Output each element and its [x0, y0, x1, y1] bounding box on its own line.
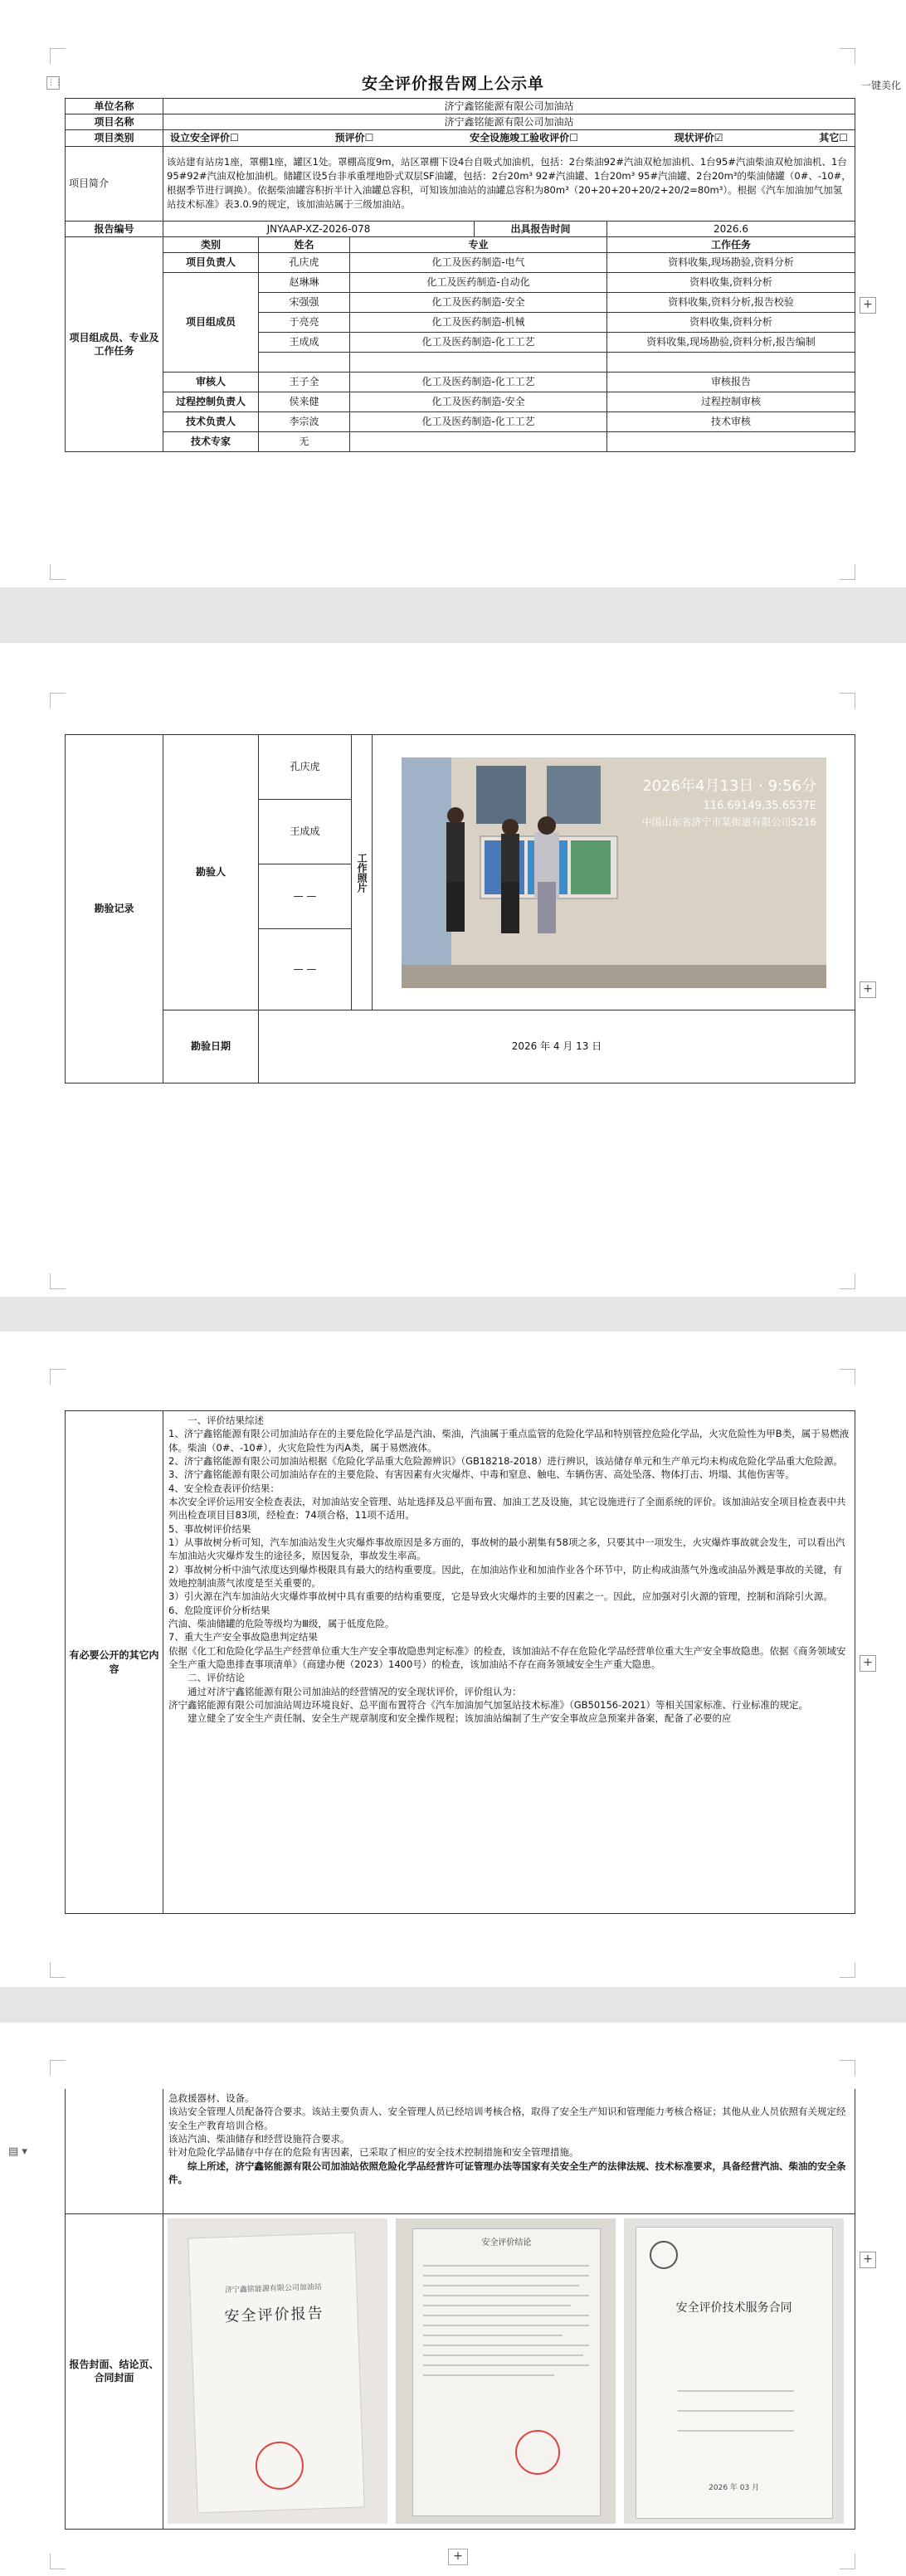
- issue-time-label: 出具报告时间: [475, 221, 607, 236]
- survey-table: [65, 734, 855, 1083]
- unit-name-label: 单位名称: [66, 99, 163, 114]
- disclosure-paragraph: 依据《化工和危险化学品生产经营单位重大生产安全事故隐患判定标准》的检查，该加油站不存在危险化学品经营单位重大生产安全事故隐患。依据《商务领域安全生产重大隐患排查事项清单》（商建办便（2023）1400号）的检查，该加油站不存在商务领域安全生产重大隐患。: [168, 1644, 846, 1670]
- team-task: 过程控制审核: [607, 392, 855, 411]
- photo-watermark-time: 2026年4月13日 · 9:56分: [641, 777, 816, 795]
- disclosure-paragraph: 针对危险化学品储存中存在的危险有害因素，已采取了相应的安全技术控制措施和安全管理措施。: [168, 2146, 579, 2159]
- team-task: 审核报告: [607, 372, 855, 392]
- row-handle-icon[interactable]: ▤ ▾: [8, 2145, 27, 2158]
- team-name: 王成成: [259, 332, 350, 352]
- team-major: 化工及医药制造-化工工艺: [350, 411, 607, 431]
- disclosure-paragraph: 2、济宁鑫铭能源有限公司加油站根据《危险化学品重大危险源辨识》（GB18218-2018）进行辨识，该站储存单元和生产单元均未构成危险化学品重大危险源。: [168, 1454, 843, 1467]
- page-4: [0, 2023, 906, 2576]
- corner-mark: [840, 1369, 855, 1385]
- team-name: 孔庆虎: [259, 252, 350, 272]
- add-column-button[interactable]: +: [860, 981, 876, 998]
- beautify-button[interactable]: 一键美化: [860, 80, 901, 91]
- disclosure-paragraph: 济宁鑫铭能源有限公司加油站周边环境良好、总平面布置符合《汽车加油加气加氢站技术标准》（GB50156-2021）等相关国家标准、行业标准的规定。: [168, 1698, 809, 1711]
- disclosure-paragraph: 通过对济宁鑫铭能源有限公司加油站的经营情况的安全现状评价，评价组认为：: [188, 1685, 522, 1697]
- corner-mark: [840, 693, 855, 709]
- disclosure-paragraph: 7、重大生产安全事故隐患判定结果: [168, 1631, 318, 1643]
- team-major: 化工及医药制造-安全: [350, 292, 607, 312]
- surveyor-name: 孔庆虎: [259, 735, 352, 800]
- surveyor-name: 王成成: [259, 800, 352, 864]
- project-name-label: 项目名称: [66, 114, 163, 130]
- surveyor-name: — —: [259, 864, 352, 929]
- team-header: 专业: [350, 236, 607, 252]
- corner-mark: [840, 2060, 855, 2076]
- blank-label-cell: [66, 2089, 163, 2213]
- team-major: [350, 352, 607, 372]
- team-major: 化工及医药制造-化工工艺: [350, 332, 607, 352]
- page-gap: [0, 1987, 906, 2023]
- team-major: [350, 431, 607, 451]
- contract-title: 安全评价技术服务合同: [675, 2301, 792, 2315]
- corner-mark: [840, 1273, 855, 1289]
- team-task: 资料收集,现场勘验,资料分析: [607, 252, 855, 272]
- work-photo[interactable]: [402, 757, 826, 988]
- disclosure-paragraph: 5、事故树评价结果: [168, 1522, 251, 1535]
- team-major: 化工及医药制造-自动化: [350, 272, 607, 292]
- disclosure-paragraph: 3、济宁鑫铭能源有限公司加油站存在的主要危险、有害因素有火灾爆炸、中毒和窒息、触电、车辆伤害、高处坠落、物体打击、坍塌、其他伤害等。: [168, 1468, 795, 1481]
- category-option[interactable]: 安全设施竣工验收评价☐: [470, 132, 578, 144]
- report-cover-image[interactable]: [168, 2218, 387, 2524]
- add-column-button[interactable]: +: [860, 1655, 876, 1672]
- corner-mark: [50, 48, 66, 64]
- team-role: 过程控制负责人: [163, 392, 259, 411]
- survey-date-label: 勘验日期: [163, 1010, 259, 1083]
- team-role: 项目负责人: [163, 252, 259, 272]
- disclosure-paragraph: 该站安全管理人员配备符合要求。该站主要负责人、安全管理人员已经培训考核合格，取得了安全生产知识和管理能力考核合格证；其他从业人员依照有关规定经安全生产教育培训合格。: [168, 2106, 846, 2131]
- photo-label: 工作照片: [352, 735, 373, 1010]
- team-task: 资料收集,资料分析: [607, 272, 855, 292]
- project-intro-label: 项目简介: [66, 146, 163, 221]
- page-title: 安全评价报告网上公示单: [361, 75, 544, 93]
- category-option[interactable]: 预评价☐: [334, 132, 374, 144]
- corner-mark: [50, 1962, 66, 1978]
- disclosure-conclusion: 综上所述，济宁鑫铭能源有限公司加油站依照危险化学品经营许可证管理办法等国家有关安全生产的法律法规、技术标准要求，具备经营汽油、柴油的安全条件。: [168, 2160, 846, 2185]
- contract-date: 2026 年 03 月: [709, 2483, 760, 2492]
- team-name: 赵琳琳: [259, 272, 350, 292]
- info-table: [65, 98, 855, 452]
- report-no-value: JNYAAP-XZ-2026-078: [163, 221, 475, 236]
- corner-mark: [50, 564, 66, 580]
- covers-images: [163, 2213, 855, 2529]
- page-gap: [0, 1297, 906, 1332]
- team-task: [607, 431, 855, 451]
- add-row-button[interactable]: +: [448, 2549, 468, 2565]
- seal-icon: [255, 2441, 304, 2491]
- team-major: 化工及医药制造-安全: [350, 392, 607, 411]
- category-option[interactable]: 设立安全评价☐: [170, 132, 239, 144]
- disclosure-paragraph: 建立健全了安全生产责任制、安全生产规章制度和安全操作规程；该加油站编制了生产安全事故应急预案并备案，配备了必要的应: [188, 1712, 732, 1725]
- conclusion-heading: 安全评价结论: [481, 2238, 532, 2247]
- team-task: 资料收集,资料分析,报告校验: [607, 292, 855, 312]
- team-task: 资料收集,现场勘验,资料分析,报告编制: [607, 332, 855, 352]
- page-3: [0, 1332, 906, 1987]
- team-label: 项目组成员、专业及工作任务: [66, 236, 163, 451]
- report-no-label: 报告编号: [66, 221, 163, 236]
- team-task: 资料收集,资料分析: [607, 312, 855, 332]
- team-role: 技术专家: [163, 431, 259, 451]
- corner-mark: [50, 693, 66, 709]
- conclusion-page-image[interactable]: [396, 2218, 616, 2524]
- disclosure-continued: [163, 2089, 855, 2213]
- project-category-label: 项目类别: [66, 130, 163, 146]
- photo-watermark-place: 中国山东省济宁市某街道有限公司S216: [641, 816, 816, 828]
- disclosure-table: [65, 1410, 855, 1914]
- add-column-button[interactable]: +: [860, 2252, 876, 2268]
- survey-record-label: 勘验记录: [66, 735, 163, 1083]
- team-name: 宋强强: [259, 292, 350, 312]
- text-lines-illustration: [413, 2249, 600, 2498]
- disclosure-paragraph: 二、评价结论: [188, 1672, 245, 1684]
- disclosure-paragraph: 1、济宁鑫铭能源有限公司加油站存在的主要危险化学品是汽油、柴油，汽油属于重点监管的危险化学品和特别管控危险化学品，火灾危险性为甲B类，属于易燃液体。柴油（0#、-10#），火灾危险性为丙A类，属于易燃液体。: [168, 1428, 850, 1454]
- disclosure-paragraph: 一、评价结果综述: [188, 1415, 264, 1426]
- team-name: 李宗波: [259, 411, 350, 431]
- page-2: [0, 643, 906, 1297]
- contract-sheet: [636, 2227, 833, 2519]
- disclosure-paragraph: 1）从事故树分析可知，汽车加油站发生火灾爆炸事故原因是多方面的，事故树的最小割集有58项之多，只要其中一项发生，火灾爆炸事故就会发生，可以看出汽车加油站火灾爆炸发生的途径多，原因复杂，事故发生率高。: [168, 1536, 845, 1562]
- team-header: 工作任务: [607, 236, 855, 252]
- cover-title: 安全评价报告: [224, 2305, 324, 2326]
- team-name: [259, 352, 350, 372]
- corner-mark: [840, 564, 855, 580]
- corner-mark: [50, 2554, 66, 2569]
- team-major: 化工及医药制造-机械: [350, 312, 607, 332]
- survey-date-value: 2026 年 4 月 13 日: [259, 1010, 855, 1083]
- corner-mark: [840, 48, 855, 64]
- disclosure-paragraph: 汽油、柴油储罐的危险等级均为Ⅲ级，属于低度危险。: [168, 1617, 395, 1629]
- cover-sheet: [188, 2233, 364, 2514]
- team-major: 化工及医药制造-化工工艺: [350, 372, 607, 392]
- disclosure-paragraph: 急救援器材、设备。: [168, 2092, 255, 2104]
- covers-table: [65, 2089, 855, 2530]
- disclosure-paragraph: 该站汽油、柴油储存和经营设施符合要求。: [168, 2132, 350, 2145]
- category-option[interactable]: 其它☐: [819, 132, 849, 144]
- project-intro-text: 该站建有站房1座，罩棚1座，罐区1处。罩棚高度9m，站区罩棚下设4台自吸式加油机，包括：2台柴油92#汽油双枪加油机、1台95#汽油柴油双枪加油机、1台95#92#汽油双枪加油机。储罐区设5台非承重埋地卧式双层SF油罐，包括：2台20m³ 92#汽油罐、1台20m³ 95#汽油罐、2台20m³的柴油储罐（0#、-10#，根据季节进行调换）。依据柴油罐容积折半计入油罐总容积，可知该加油站的油罐总容积为80m³（20+20+20+20/2+20/2=80m³）。根据《汽车加油加气加氢站技术标准》表3.0.9的规定，该加油站属于三级加油站。: [163, 146, 855, 221]
- photo-illustration: [402, 757, 826, 988]
- team-header: 类别: [163, 236, 259, 252]
- team-task: 技术审核: [607, 411, 855, 431]
- corner-mark: [840, 2554, 855, 2569]
- disclosure-content: [163, 1411, 855, 1914]
- surveyor-name: — —: [259, 929, 352, 1010]
- team-header: 姓名: [259, 236, 350, 252]
- logo-icon: [650, 2241, 678, 2269]
- disclosure-paragraph: 2）事故树分析中油气浓度达到爆炸极限具有最大的结构重要度。因此，在加油站作业和加油作业各个环节中，防止构成油蒸气外逸或油品外溅是事故的关键，有效地控制油蒸气浓度是至关重要的。: [168, 1563, 843, 1589]
- team-name: 于亮亮: [259, 312, 350, 332]
- corner-mark: [840, 1962, 855, 1978]
- add-column-button[interactable]: +: [860, 297, 876, 314]
- disclosure-label: 有必要公开的其它内容: [66, 1411, 163, 1914]
- project-name-value: 济宁鑫铭能源有限公司加油站: [163, 114, 855, 130]
- category-option[interactable]: 现状评价☑: [674, 132, 723, 144]
- team-role: 项目组成员: [163, 272, 259, 372]
- conclusion-sheet: [412, 2228, 601, 2516]
- team-role: 技术负责人: [163, 411, 259, 431]
- photo-watermark-coord: 116.69149,35.6537E: [703, 799, 816, 812]
- surveyor-label: 勘验人: [163, 735, 259, 1010]
- disclosure-paragraph: 3）引火源在汽车加油站火灾爆炸事故树中具有重要的结构重要度，它是导致火灾爆炸的主要的因素之一。因此，应加强对引火源的管理，控制和消除引火源。: [168, 1590, 833, 1603]
- covers-label: 报告封面、结论页、合同封面: [66, 2213, 163, 2529]
- team-role: 审核人: [163, 372, 259, 392]
- photo-cell: [373, 735, 855, 1010]
- team-task: [607, 352, 855, 372]
- corner-mark: [50, 1273, 66, 1289]
- corner-mark: [50, 1369, 66, 1385]
- team-major: 化工及医药制造-电气: [350, 252, 607, 272]
- team-name: 无: [259, 431, 350, 451]
- page-1: [0, 0, 906, 587]
- category-cell: [163, 130, 855, 146]
- disclosure-paragraph: 本次安全评价运用安全检查表法，对加油站安全管理、站址选择及总平面布置、加油工艺及设施，其它设施进行了全面系统的评价。该加油站安全项目检查表中共列出检查项目目83项，经检查：74项合格，11项不适用。: [168, 1495, 846, 1522]
- page-gap: [0, 587, 906, 643]
- team-name: 侯来健: [259, 392, 350, 411]
- unit-name-value: 济宁鑫铭能源有限公司加油站: [163, 99, 855, 114]
- issue-time-value: 2026.6: [607, 221, 855, 236]
- corner-mark: [50, 2060, 66, 2076]
- contract-cover-image[interactable]: [624, 2218, 844, 2524]
- team-name: 王子全: [259, 372, 350, 392]
- table-move-handle[interactable]: ⋮⋮: [46, 76, 60, 90]
- cover-company: 济宁鑫铭能源有限公司加油站: [224, 2283, 323, 2296]
- disclosure-paragraph: 6、危险度评价分析结果: [168, 1604, 270, 1616]
- disclosure-paragraph: 4、安全检查表评价结果：: [168, 1482, 280, 1494]
